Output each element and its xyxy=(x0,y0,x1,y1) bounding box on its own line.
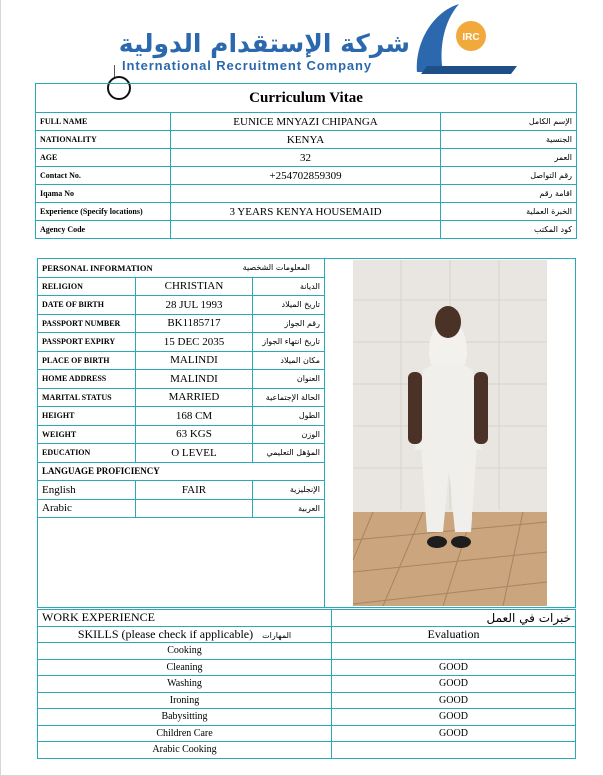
personal-info-label: WEIGHT xyxy=(38,425,136,444)
skill-name: Cooking xyxy=(38,643,332,660)
work-experience-title: WORK EXPERIENCE xyxy=(38,610,332,627)
cv-row xyxy=(36,221,577,239)
cv-row xyxy=(36,149,577,167)
personal-info-value: 15 DEC 2035 xyxy=(136,333,253,352)
company-name-arabic: شركة الإستقدام الدولية xyxy=(118,29,410,58)
cv-row xyxy=(36,185,577,203)
cv-row-value: 32 xyxy=(171,149,441,167)
personal-info-label: PASSPORT EXPIRY xyxy=(38,333,136,352)
cv-row-value xyxy=(171,185,441,203)
skill-row xyxy=(38,742,576,759)
skill-name: Arabic Cooking xyxy=(38,742,332,759)
personal-info-label-ar: رقم الجواز xyxy=(253,314,325,333)
logo-badge-text: IRC xyxy=(462,32,480,43)
skill-name: Children Care xyxy=(38,725,332,742)
cv-row-label-ar: الإسم الكامل xyxy=(441,113,577,131)
personal-info-label: PLACE OF BIRTH xyxy=(38,351,136,370)
cv-row-value: EUNICE MNYAZI CHIPANGA xyxy=(171,113,441,131)
personal-info-label: PASSPORT NUMBER xyxy=(38,314,136,333)
skill-row xyxy=(38,659,576,676)
personal-info-label-ar: المؤهل التعليمي xyxy=(253,444,325,463)
skill-name: Cleaning xyxy=(38,659,332,676)
personal-info-label-ar: الطول xyxy=(253,407,325,426)
personal-info-label: EDUCATION xyxy=(38,444,136,463)
skill-row xyxy=(38,676,576,693)
personal-info-label-ar: العنوان xyxy=(253,370,325,389)
personal-info-header xyxy=(38,259,576,278)
personal-info-value: 168 CM xyxy=(136,407,253,426)
language-value: FAIR xyxy=(136,481,253,500)
blank-cell xyxy=(38,518,325,608)
skill-row xyxy=(38,692,576,709)
personal-info-label-ar: تاريخ انتهاء الجواز xyxy=(253,333,325,352)
language-label: Arabic xyxy=(38,499,136,518)
cv-row-value: KENYA xyxy=(171,131,441,149)
personal-info-value: MARRIED xyxy=(136,388,253,407)
skill-evaluation: GOOD xyxy=(332,692,576,709)
cv-rows xyxy=(36,113,577,239)
personal-info-value: BK1185717 xyxy=(136,314,253,333)
cv-row-label: NATIONALITY xyxy=(36,131,171,149)
language-label-ar: الإنجليزية xyxy=(253,481,325,500)
cv-summary-table xyxy=(35,83,577,239)
cv-row-label: Experience (Specify locations) xyxy=(36,203,171,221)
personal-info-value: CHRISTIAN xyxy=(136,277,253,296)
personal-info-label-ar: الوزن xyxy=(253,425,325,444)
cv-row xyxy=(36,113,577,131)
skill-evaluation: GOOD xyxy=(332,709,576,726)
skill-name: Babysitting xyxy=(38,709,332,726)
language-value xyxy=(136,499,253,518)
cv-row-label-ar: اقامة رقم xyxy=(441,185,577,203)
cv-title: Curriculum Vitae xyxy=(36,84,577,113)
personal-info-value: MALINDI xyxy=(136,370,253,389)
personal-info-rows xyxy=(38,259,576,608)
personal-info-value: 28 JUL 1993 xyxy=(136,296,253,315)
skill-row xyxy=(38,643,576,660)
personal-info-label-ar: تاريخ الميلاد xyxy=(253,296,325,315)
personal-info-value: MALINDI xyxy=(136,351,253,370)
cv-row-value xyxy=(171,221,441,239)
personal-info-label-ar: الديانة xyxy=(253,277,325,296)
personal-info-label: DATE OF BIRTH xyxy=(38,296,136,315)
personal-info-label: RELIGION xyxy=(38,277,136,296)
company-logo-icon xyxy=(413,2,523,74)
work-experience-title-ar: خبرات في العمل xyxy=(332,610,576,627)
skill-row xyxy=(38,725,576,742)
skill-rows xyxy=(38,643,576,759)
cv-row xyxy=(36,131,577,149)
skills-header: SKILLS (please check if applicable) المهارات xyxy=(38,626,332,643)
company-name-english: International Recruitment Company xyxy=(122,58,373,73)
skill-name: Ironing xyxy=(38,692,332,709)
work-experience-table xyxy=(37,609,576,759)
personal-info-label: HEIGHT xyxy=(38,407,136,426)
skill-evaluation xyxy=(332,643,576,660)
personal-info-table xyxy=(37,258,576,608)
personal-info-label: MARITAL STATUS xyxy=(38,388,136,407)
cv-row-value: +254702859309 xyxy=(171,167,441,185)
personal-info-label-ar: الحالة الإجتماعية xyxy=(253,388,325,407)
personal-info-title: PERSONAL INFORMATION المعلومات الشخصية xyxy=(38,259,325,278)
cv-row-label: Agency Code xyxy=(36,221,171,239)
personal-info-value: 63 KGS xyxy=(136,425,253,444)
evaluation-header: Evaluation xyxy=(332,626,576,643)
cv-row-label-ar: رقم التواصل xyxy=(441,167,577,185)
skill-evaluation xyxy=(332,742,576,759)
skill-row xyxy=(38,709,576,726)
language-label: English xyxy=(38,481,136,500)
personal-info-label-ar: مكان الميلاد xyxy=(253,351,325,370)
cv-row-label-ar: كود المكتب xyxy=(441,221,577,239)
candidate-photo xyxy=(325,259,576,608)
cv-row-value: 3 YEARS KENYA HOUSEMAID xyxy=(171,203,441,221)
cv-row-label-ar: الجنسية xyxy=(441,131,577,149)
cv-row-label: Iqama No xyxy=(36,185,171,203)
cv-row xyxy=(36,167,577,185)
cv-row-label: AGE xyxy=(36,149,171,167)
cv-row-label: FULL NAME xyxy=(36,113,171,131)
binder-line xyxy=(114,65,115,77)
personal-info-label: HOME ADDRESS xyxy=(38,370,136,389)
skill-evaluation: GOOD xyxy=(332,659,576,676)
skill-name: Washing xyxy=(38,676,332,693)
cv-row-label-ar: الخبرة العملية xyxy=(441,203,577,221)
candidate-photo-image xyxy=(353,260,547,606)
language-label-ar: العربية xyxy=(253,499,325,518)
skill-evaluation: GOOD xyxy=(332,676,576,693)
cv-row-label: Contact No. xyxy=(36,167,171,185)
cv-row xyxy=(36,203,577,221)
personal-info-value: O LEVEL xyxy=(136,444,253,463)
cv-row-label-ar: العمر xyxy=(441,149,577,167)
skill-evaluation: GOOD xyxy=(332,725,576,742)
language-proficiency-title: LANGUAGE PROFICIENCY xyxy=(38,462,325,481)
